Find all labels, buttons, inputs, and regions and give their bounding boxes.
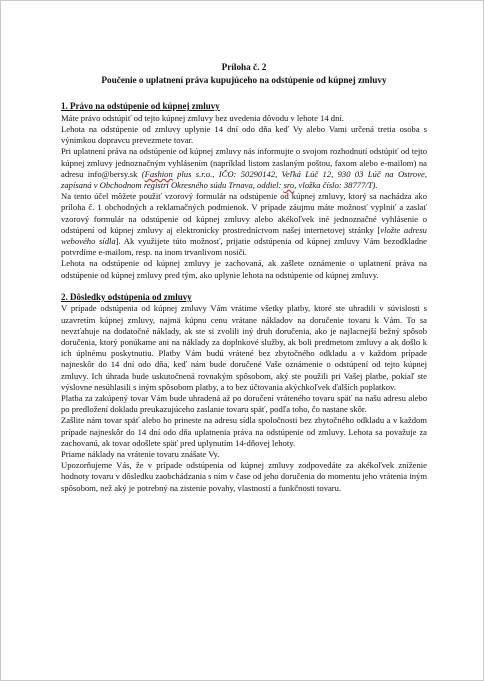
company-details: (Fashion plus s.r.o., IČO: 50290142, Veľká Lúč 12, 930 03 Lúč na Ostrove, zapísaná v Obchodnom registri Okresného súdu Trnava, oddiel: sro, vložka číslo: 38777/T). [61,168,427,190]
section-2-paragraph-5: Upozorňujeme Vás, že v prípade odstúpenia od kúpnej zmluvy zodpovedáte za akékoľvek zníženie hodnoty tovaru v dôsledku zaobchádzania s ním v čase od jeho doručenia do momentu jeho vrátenia iným spôsobom, než aký je potrebný na zistenie povahy, vlastností a funkčnosti tovaru. [61,460,427,493]
document-subtitle: Poučenie o uplatnení práva kupujúceho na odstúpenie od kúpnej zmluvy [101,74,387,85]
section-1-paragraph-5: Lehota na odstúpenie od kúpnej zmluvy je zachovaná, ak zašlete oznámenie o uplatnení práva na odstúpenie od kúpnej zmluvy pred tým, ako uplynie lehota na odstúpenie od kúpnej zmluvy. [61,258,427,280]
section-1-paragraph-1: Máte právo odstúpiť od tejto kúpnej zmluvy bez uvedenia dôvodu v lehote 14 dní. [61,112,344,123]
website-placeholder: vložte adresu webového sídla [61,224,427,247]
section-1-paragraph-3-text: Pri uplatnení práva na odstúpenie od kúpnej zmluvy nás informujte o svojom rozhodnutí odstúpiť od tejto kúpnej zmluvy jednoznačným vyhlásením (napríklad listom zaslaným poštou, faxom alebo e-mailom) na adresu info@bersy.sk [61,146,427,179]
section-2-paragraph-2: Platba za zakúpený tovar Vám bude uhradená až po doručení vráteného tovaru späť na našu adresu alebo po predložení dokladu preukazujúceho zaslanie tovaru späť, podľa toho, čo nastane skôr. [61,393,427,415]
document-content [61,61,427,494]
section-2-paragraph-3: Zašlite nám tovar späť alebo ho prineste na adresu sídla spoločnosti bez zbytočného odkladu a v každom prípade najneskôr do 14 dní odo dňa uplatnenia práva na odstúpenie od zmluvy. Lehota sa považuje za zachovanú, ak tovar odošlete späť pred uplynutím 14-dňovej lehoty. [61,415,427,448]
document-title: Príloha č. 2 [221,62,267,72]
section-2-heading: 2. Dôsledky odstúpenia od zmluvy [61,291,192,302]
section-1-heading: 1. Právo na odstúpenie od kúpnej zmluvy [61,101,220,112]
section-2-paragraph-4: Priame náklady na vrátenie tovaru znášate Vy. [61,449,220,460]
company-section-word: sro [283,180,295,190]
section-1-paragraph-2: Lehota na odstúpenie od zmluvy uplynie 14 dní odo dňa keď Vy alebo Vami určená tretia osoba s výnimkou dopravcu prevezmete tovar. [61,123,427,146]
section-2-paragraph-1: V prípade odstúpenia od kúpnej zmluvy Vám vrátime všetky platby, ktoré ste uhradili v súvislosti s uzavretím kúpnej zmluvy, najmä kúpnu cenu vrátane nákladov na doručenie tovaru k Vám. To sa nevzťahuje na dodatočné náklady, ak ste si zvolili iný druh doručenia, ako je najlacnejší bežný spôsob doručenia, ktorý ponúkame ani na náklady za doplnkové služby, ak boli predmetom zmluvy a ak došlo k ich úplnému poskytnutiu. Platby Vám budú vrátené bez zbytočného odkladu a v každom prípade najneskôr do 14 dní odo dňa, keď nám bude doručené Vaše oznámenie o odstúpení od tejto kúpnej zmluvy. Ich úhrada bude uskutočnená rovnakým spôsobom, aký ste použili pri Vašej platbe, pokiaľ ste výslovne nesúhlasili s iným spôsobom platby, a to bez účtovania akýchkoľvek ďalších poplatkov. [61,303,427,392]
section-1-paragraph-4: Na tento účel môžete použiť vzorový formulár na odstúpenie od kúpnej zmluvy, ktorý sa nachádza ako príloha č. 1 obchodných a reklamačných podmienok. V prípade záujmu máte možnosť vyplniť a zaslať vzorový formulár na odstúpenie od kúpnej zmluvy alebo akékoľvek iné jednoznačné vyhlásenie o odstúpení od kúpnej zmluvy aj elektronicky prostredníctvom našej internetovej stránky [vložte adresu webového sídla]. Ak využijete túto možnosť, prijatie odstúpenia od kúpnej zmluvy Vám bezodkladne potvrdíme e-mailom, resp. na inom trvanlivom nosiči. [61,191,427,258]
company-name-word: Fashion [144,168,173,179]
section-1-paragraph-3 [61,146,427,191]
